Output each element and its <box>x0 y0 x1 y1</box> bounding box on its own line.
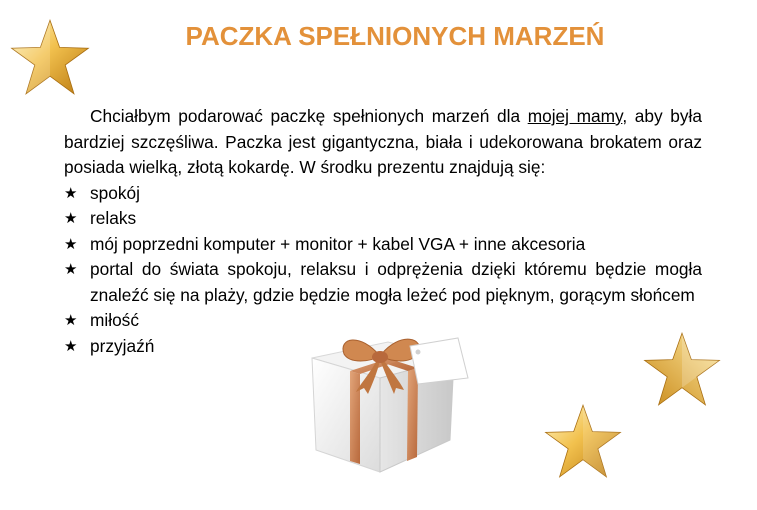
underlined-phrase: mojej mamy <box>527 106 623 126</box>
list-item-text: miłość <box>90 310 139 330</box>
page-title: PACZKA SPEŁNIONYCH MARZEŃ <box>185 21 605 51</box>
paragraph-end: , aby była bardziej szczęśliwa. Paczka jest gigantyczna, biała i udekorowana brokatem oraz posiada wielką, złotą kokardę. W środku prezentu znajdują się: <box>64 106 702 177</box>
star-bullet-icon: ★ <box>64 312 78 329</box>
list-item-text: przyjaźń <box>90 335 155 356</box>
star-bullet-icon: ★ <box>64 337 78 355</box>
star-bullet-icon: ★ <box>64 184 78 202</box>
list-item <box>64 181 702 207</box>
list-item-text: relaks <box>90 208 137 228</box>
list-item <box>64 206 702 232</box>
list-item-text: mój poprzedni komputer + monitor + kabel VGA + inne akcesoria <box>90 233 586 254</box>
list-item-text: spokój <box>90 182 140 203</box>
list-item <box>64 308 702 334</box>
list-item <box>64 232 702 258</box>
gold-star-icon <box>544 402 622 480</box>
gift-contents-list <box>64 181 702 360</box>
list-item <box>64 257 702 308</box>
text-block <box>64 104 702 359</box>
star-bullet-icon: ★ <box>64 261 78 278</box>
list-item-text: portal do świata spokoju, relaksu i odprężenia dzięki któremu będzie mogła znaleźć się na plaży, gdzie będzie mogła leżeć pod pięknym, gorącym słońcem <box>90 259 702 305</box>
paragraph-start: Chciałbym podarować paczkę spełnionych marzeń dla <box>90 106 528 126</box>
star-bullet-icon: ★ <box>64 210 78 227</box>
intro-paragraph <box>64 104 702 181</box>
star-bullet-icon: ★ <box>64 235 78 253</box>
list-item <box>64 334 702 360</box>
